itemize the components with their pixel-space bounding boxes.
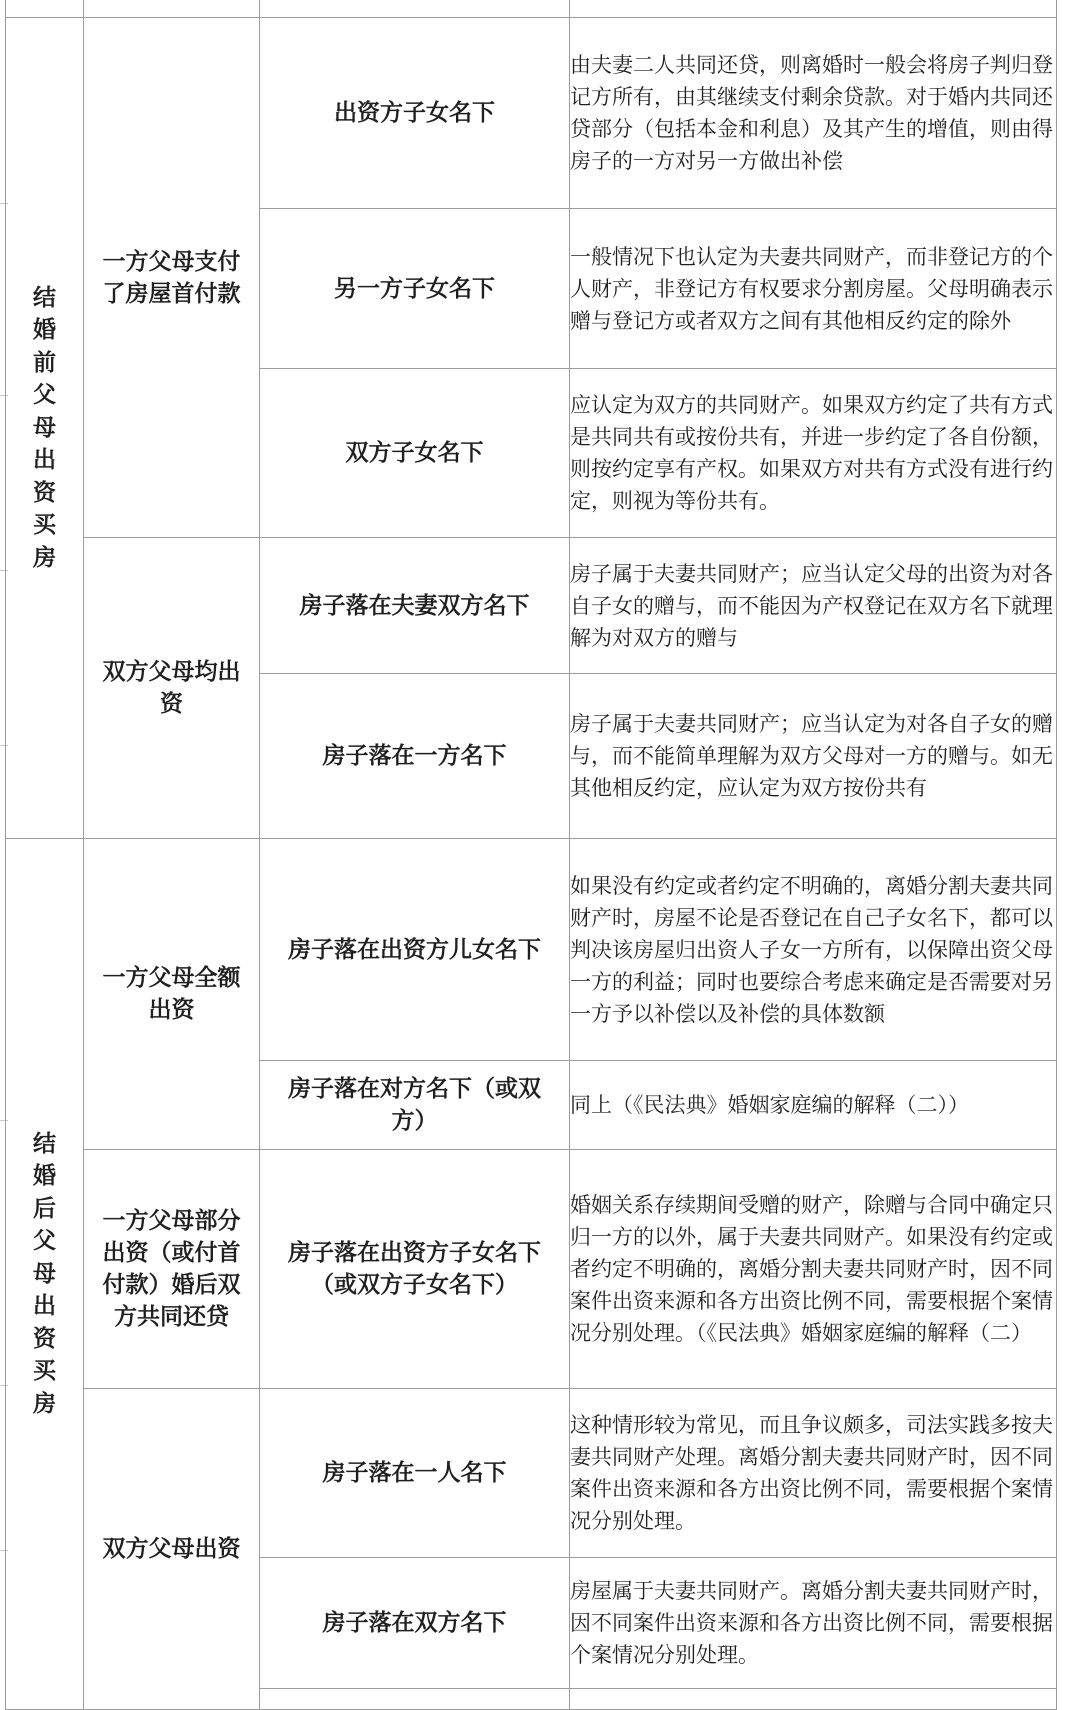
- parental-funding-property-table: [5, 0, 1057, 1710]
- table-cell: [260, 1689, 570, 1710]
- funding-cell: [84, 18, 260, 538]
- deed-cell: [260, 1061, 570, 1150]
- deed-cell: [260, 1389, 570, 1558]
- deed-cell: [260, 839, 570, 1061]
- funding-label: 双方父母出资: [102, 1536, 241, 1562]
- deed-label: 双方子女名下: [345, 440, 484, 466]
- funding-cell: [84, 1150, 260, 1389]
- funding-label: 一方父母全额出资: [102, 965, 241, 1023]
- deed-label: 房子落在夫妻双方名下: [299, 592, 530, 619]
- table-row: [6, 1150, 1057, 1389]
- ruling-cell: 房屋属于夫妻共同财产。离婚分割夫妻共同财产时，因不同案件出资来源和各方出资比例不同，需要根据个案情况分别处理。: [570, 1558, 1057, 1689]
- funding-label: 双方父母均出资: [102, 659, 241, 717]
- era-cell-before-marriage: [6, 18, 84, 839]
- table-cell: [6, 0, 84, 18]
- ruling-cell: 由夫妻二人共同还贷，则离婚时一般会将房子判归登记方所有，由其继续支付剩余贷款。对于婚内共同还贷部分（包括本金和利息）及其产生的增值，则由得房子的一方对另一方做出补偿: [570, 18, 1057, 209]
- ruling-cell: 房子属于夫妻共同财产；应当认定为对各自子女的赠与，而不能简单理解为双方父母对一方的赠与。如无其他相反约定，应认定为双方按份共有: [570, 674, 1057, 839]
- deed-cell: [260, 369, 570, 538]
- ruling-cell: 如果没有约定或者约定不明确的，离婚分割夫妻共同财产时，房屋不论是否登记在自己子女名下，都可以判决该房屋归出资人子女一方所有，以保障出资父母一方的利益；同时也要综合考虑来确定是否需要对另一方予以补偿以及补偿的具体数额: [570, 839, 1057, 1061]
- ruling-cell: 婚姻关系存续期间受赠的财产，除赠与合同中确定只归一方的以外，属于夫妻共同财产。如果没有约定或者约定不明确的，离婚分割夫妻共同财产时，因不同案件出资来源和各方出资比例不同，需要根据个案情况分别处理。（《民法典》婚姻家庭编的解释（二）: [570, 1150, 1057, 1389]
- deed-label: 出资方子女名下: [334, 100, 495, 126]
- table-row: [6, 0, 1057, 18]
- deed-cell: [260, 538, 570, 674]
- table-cell: [84, 0, 260, 18]
- funding-label: 一方父母支付了房屋首付款: [102, 248, 241, 307]
- deed-label: 房子落在双方名下: [322, 1610, 507, 1636]
- ruling-cell: 同上（《民法典》婚姻家庭编的解释（二））: [570, 1061, 1057, 1150]
- table-row: [6, 18, 1057, 209]
- funding-label: 一方父母部分出资（或付首付款）婚后双方共同还贷: [102, 1208, 241, 1330]
- deed-cell: [260, 674, 570, 839]
- deed-label: 另一方子女名下: [334, 275, 495, 302]
- funding-cell: [84, 538, 260, 839]
- table-cell: [570, 0, 1057, 18]
- deed-label: 房子落在一方名下: [322, 743, 507, 769]
- deed-cell: [260, 18, 570, 209]
- ruling-cell: 应认定为双方的共同财产。如果双方约定了共有方式是共同共有或按份共有，并进一步约定了各自份额，则按约定享有产权。如果双方对共有方式没有进行约定，则视为等份共有。: [570, 369, 1057, 538]
- deed-label: 房子落在出资方儿女名下: [288, 936, 541, 963]
- era-cell-after-marriage: [6, 839, 84, 1710]
- era-label: 结婚后父母出资买房: [33, 1130, 56, 1417]
- ruling-cell: 一般情况下也认定为夫妻共同财产，而非登记方的个人财产，非登记方有权要求分割房屋。父母明确表示赠与登记方或者双方之间有其他相反约定的除外: [570, 209, 1057, 369]
- table-row: [6, 538, 1057, 674]
- ruling-cell: 房子属于夫妻共同财产；应当认定父母的出资为对各自子女的赠与，而不能因为产权登记在双方名下就理解为对双方的赠与: [570, 538, 1057, 674]
- funding-cell: [84, 1389, 260, 1710]
- deed-label: 房子落在对方名下（或双方）: [288, 1076, 541, 1134]
- table-row: [6, 839, 1057, 1061]
- table-cell: [260, 0, 570, 18]
- era-label: 结婚前父母出资买房: [33, 284, 56, 571]
- deed-cell: [260, 209, 570, 369]
- deed-cell: [260, 1150, 570, 1389]
- deed-cell: [260, 1558, 570, 1689]
- table-cell: [570, 1689, 1057, 1710]
- deed-label: 房子落在出资方子女名下（或双方子女名下）: [288, 1240, 541, 1298]
- deed-label: 房子落在一人名下: [322, 1460, 507, 1486]
- table-row: [6, 1389, 1057, 1558]
- ruling-cell: 这种情形较为常见，而且争议颇多，司法实践多按夫妻共同财产处理。离婚分割夫妻共同财产时，因不同案件出资来源和各方出资比例不同，需要根据个案情况分别处理。: [570, 1389, 1057, 1558]
- funding-cell: [84, 839, 260, 1150]
